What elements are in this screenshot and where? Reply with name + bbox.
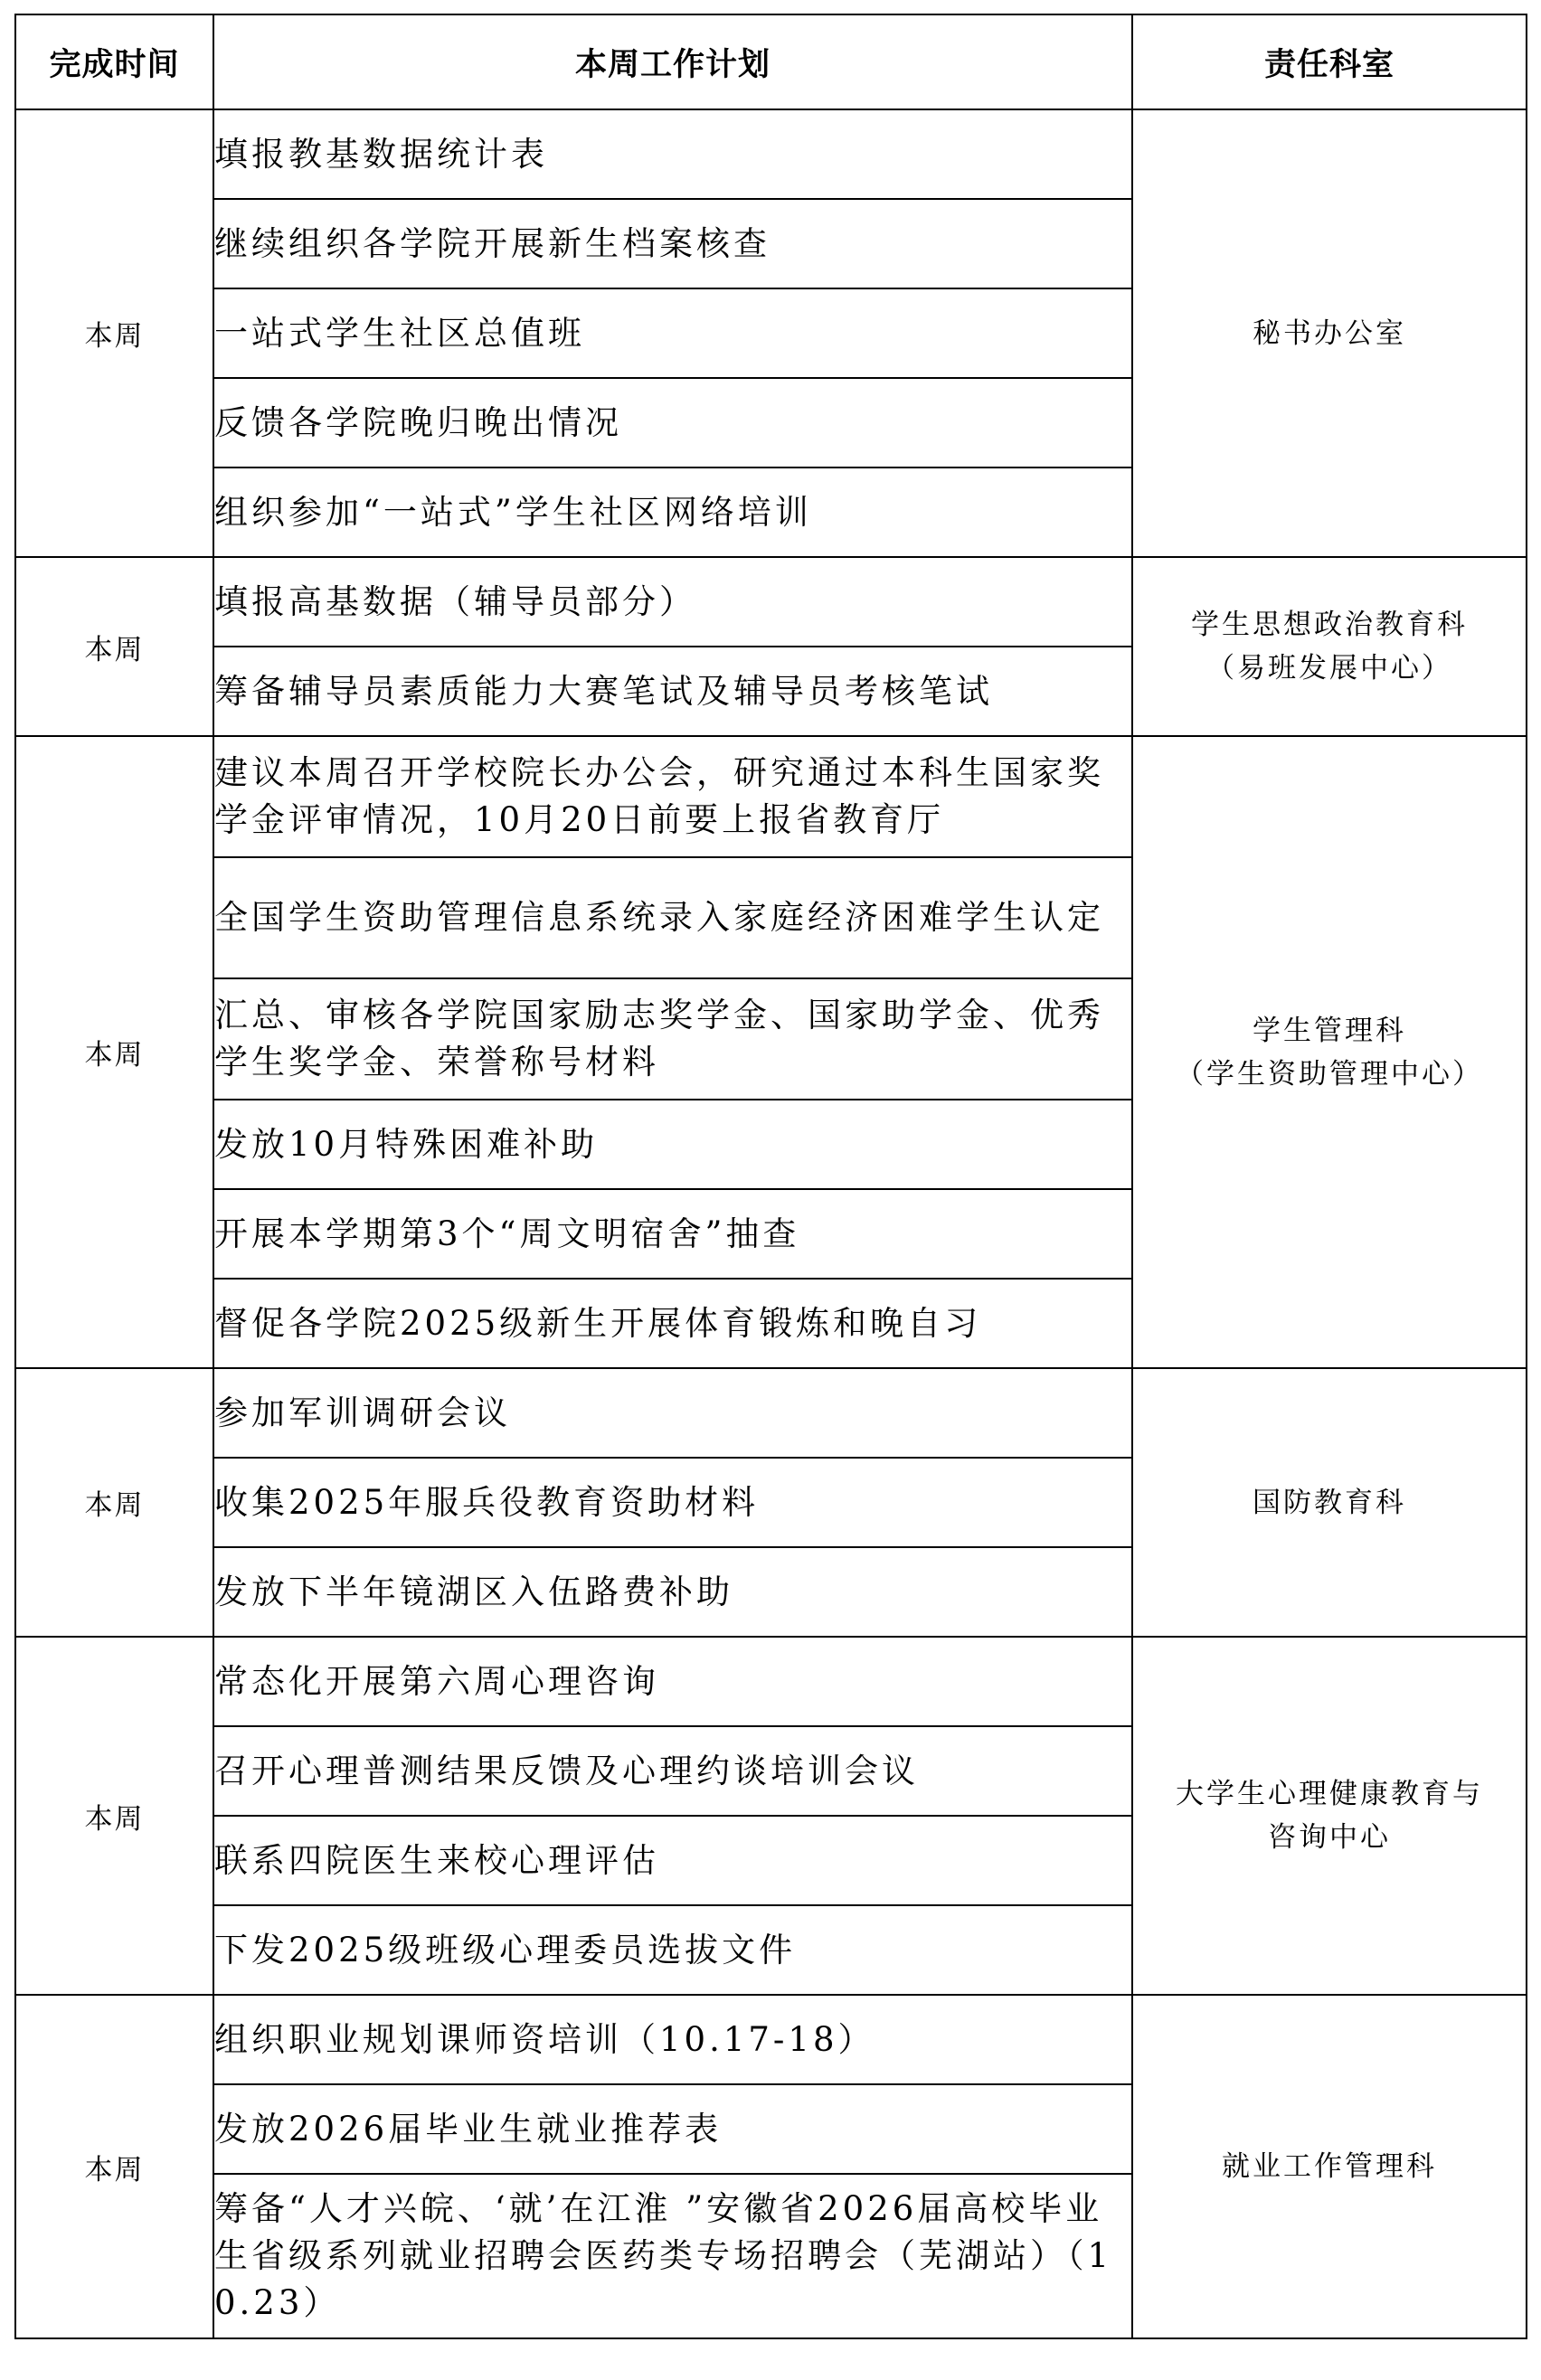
dept-subname: （易班发展中心） [1206, 652, 1452, 685]
table-row [15, 1995, 1527, 2084]
table-row [15, 1637, 1527, 1726]
task-cell: 一站式学生社区总值班 [213, 288, 1132, 378]
responsible-dept-cell [1132, 1368, 1527, 1637]
task-cell: 发放2026届毕业生就业推荐表 [213, 2084, 1132, 2174]
task-cell: 督促各学院2025级新生开展体育锻炼和晚自习 [213, 1279, 1132, 1368]
table-row [15, 1368, 1527, 1458]
completion-time-cell: 本周 [15, 109, 213, 557]
responsible-dept-cell [1132, 109, 1527, 557]
task-cell: 筹备辅导员素质能力大赛笔试及辅导员考核笔试 [213, 647, 1132, 736]
dept-name-cont: 咨询中心 [1268, 1821, 1391, 1854]
task-cell: 汇总、审核各学院国家励志奖学金、国家助学金、优秀学生奖学金、荣誉称号材料 [213, 978, 1132, 1100]
task-cell: 填报高基数据（辅导员部分） [213, 557, 1132, 647]
completion-time-cell: 本周 [15, 1995, 213, 2338]
task-cell: 开展本学期第3个“周文明宿舍”抽查 [213, 1189, 1132, 1279]
responsible-dept-cell [1132, 736, 1527, 1368]
task-cell: 组织职业规划课师资培训（10.17-18） [213, 1995, 1132, 2084]
table-row [15, 736, 1527, 857]
task-cell: 填报教基数据统计表 [213, 109, 1132, 199]
completion-time-cell: 本周 [15, 736, 213, 1368]
header-completion-time: 完成时间 [15, 14, 213, 109]
completion-time-cell: 本周 [15, 1368, 213, 1637]
task-cell: 常态化开展第六周心理咨询 [213, 1637, 1132, 1726]
task-cell: 召开心理普测结果反馈及心理约谈培训会议 [213, 1726, 1132, 1816]
table-row [15, 109, 1527, 199]
header-weekly-plan: 本周工作计划 [213, 14, 1132, 109]
task-cell: 下发2025级班级心理委员选拔文件 [213, 1905, 1132, 1995]
task-cell: 联系四院医生来校心理评估 [213, 1816, 1132, 1905]
weekly-plan-table [14, 14, 1527, 2339]
task-cell: 建议本周召开学校院长办公会，研究通过本科生国家奖学金评审情况，10月20日前要上报省教育厅 [213, 736, 1132, 857]
dept-name: 国防教育科 [1253, 1486, 1406, 1519]
responsible-dept-cell [1132, 1637, 1527, 1995]
task-cell: 发放10月特殊困难补助 [213, 1100, 1132, 1189]
header-responsible-dept: 责任科室 [1132, 14, 1527, 109]
table-row [15, 557, 1527, 647]
task-cell: 全国学生资助管理信息系统录入家庭经济困难学生认定 [213, 857, 1132, 978]
completion-time-cell: 本周 [15, 557, 213, 736]
dept-name: 学生管理科 [1253, 1014, 1406, 1047]
dept-name: 学生思想政治教育科 [1191, 609, 1468, 641]
task-cell: 组织参加“一站式”学生社区网络培训 [213, 468, 1132, 557]
header-row [15, 14, 1527, 109]
responsible-dept-cell [1132, 1995, 1527, 2338]
dept-name: 秘书办公室 [1253, 316, 1406, 350]
dept-subname: （学生资助管理中心） [1176, 1057, 1483, 1091]
dept-name: 大学生心理健康教育与 [1176, 1778, 1483, 1810]
responsible-dept-cell [1132, 557, 1527, 736]
task-cell: 筹备“人才兴皖、‘就’在江淮 ”安徽省2026届高校毕业生省级系列就业招聘会医药类专场招聘会（芜湖站）（10.23） [213, 2174, 1132, 2338]
task-cell: 反馈各学院晚归晚出情况 [213, 378, 1132, 468]
completion-time-cell: 本周 [15, 1637, 213, 1995]
task-cell: 继续组织各学院开展新生档案核查 [213, 199, 1132, 288]
task-cell: 发放下半年镜湖区入伍路费补助 [213, 1547, 1132, 1637]
task-cell: 收集2025年服兵役教育资助材料 [213, 1458, 1132, 1547]
task-cell: 参加军训调研会议 [213, 1368, 1132, 1458]
dept-name: 就业工作管理科 [1222, 2150, 1437, 2183]
